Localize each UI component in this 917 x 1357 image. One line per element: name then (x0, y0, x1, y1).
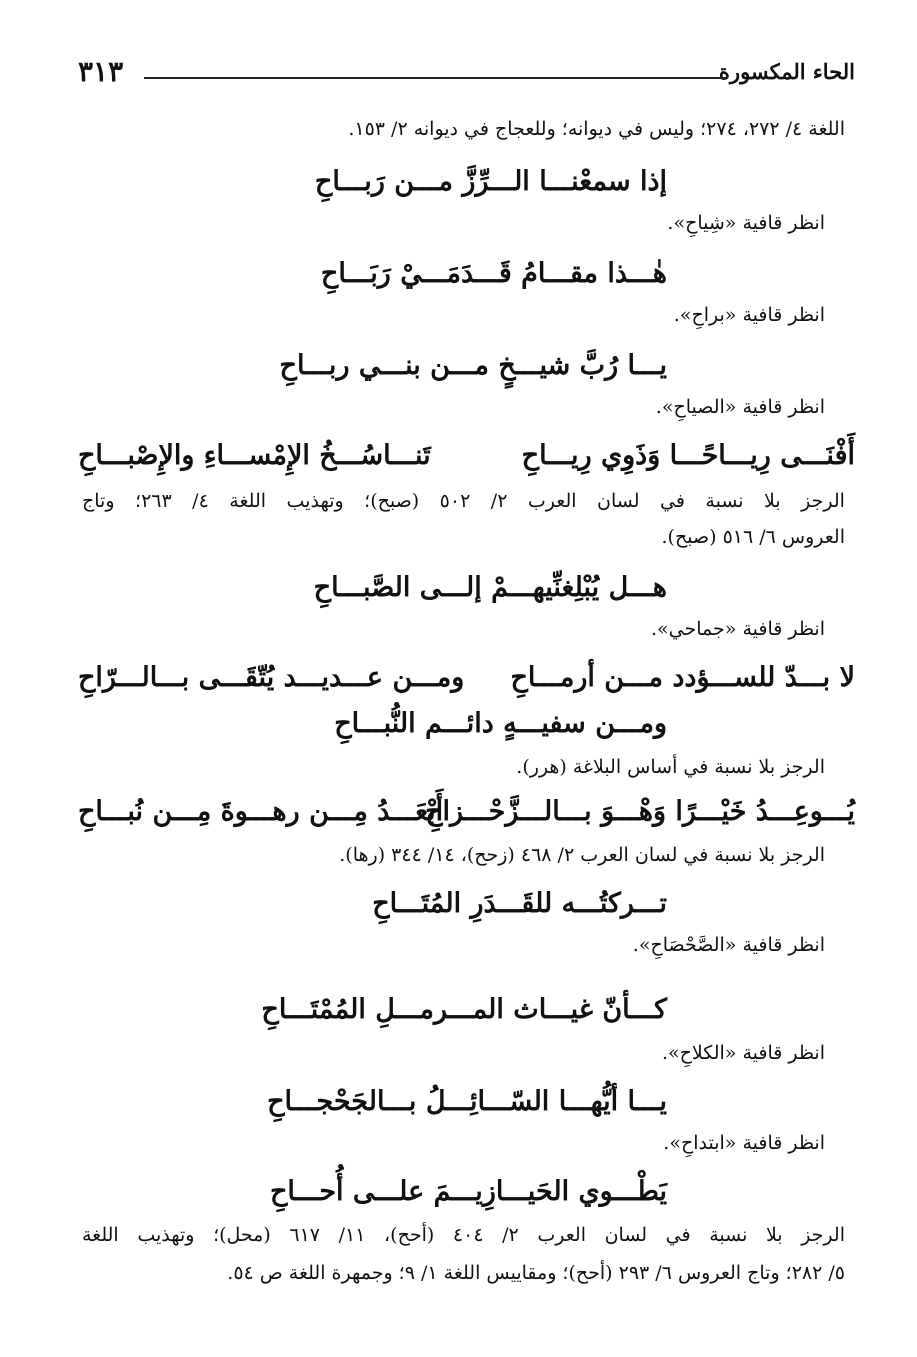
source-note-8: الرجز بلا نسبة في لسان العرب ٢/ ٤٦٨ (زحح)، ١٤/ ٣٤٤ (رها). (339, 844, 825, 866)
source-note-12-line-1: الرجز بلا نسبة في لسان العرب ٢/ ٤٠٤ (أحح)، ١١/ ٦١٧ (محل)؛ وتهذيب اللغة (82, 1224, 845, 1246)
verse-5: هـــل يُبْلِغنِّيهـــمْ إلـــى الصَّبـــاحِ (313, 572, 667, 603)
verse-8 (78, 796, 855, 836)
verse-9: تـــركتُـــه للقَـــدَرِ المُتَـــاحِ (372, 888, 667, 919)
verse-6 (78, 662, 855, 702)
cross-reference-2: انظر قافية «براحِ». (673, 304, 825, 326)
source-note-continuation: اللغة ٤/ ٢٧٢، ٢٧٤؛ وليس في ديوانه؛ وللعجاج في ديوانه ٢/ ١٥٣. (348, 118, 845, 140)
verse-1: إذا سمعْنـــا الـــرِّزَّ مـــن رَبـــاحِ (314, 166, 667, 197)
cross-reference-1: انظر قافية «شِياحِ». (667, 212, 825, 234)
verse-2: هٰـــذا مقـــامُ قَـــدَمَـــيْ رَبَـــاحِ (320, 258, 667, 289)
verse-11: يـــا أيُّهـــا السّـــائِـــلُ بـــالجَحْجـــاحِ (267, 1086, 667, 1117)
verse-6-second-hemistich: ومـــن عـــديـــد يُتّقَـــى بـــالـــرّاحِ (78, 662, 465, 693)
source-note-12-line-2: ٥/ ٢٨٢؛ وتاج العروس ٦/ ٢٩٣ (أحح)؛ ومقاييس اللغة ١/ ٩؛ وجمهرة اللغة ص ٥٤. (227, 1262, 845, 1284)
page-header (78, 55, 855, 89)
verse-6-first-hemistich: لا بـــدّ للســـؤدد مـــن أرمـــاحِ (510, 662, 855, 693)
page-number: ٣١٣ (78, 55, 124, 88)
source-note-7: الرجز بلا نسبة في أساس البلاغة (هرر). (516, 756, 825, 778)
verse-4-second-hemistich: تَنـــاسُـــخُ الإِمْســـاءِ والإِصْبـــاحِ (78, 440, 431, 471)
cross-reference-11: انظر قافية «ابتداحِ». (663, 1132, 825, 1154)
source-note-4-line-2: العروس ٦/ ٥١٦ (صبح). (661, 526, 845, 548)
verse-4-first-hemistich: أَفْنَـــى رِيـــاحًـــا وَذَوِي رِيـــاحِ (521, 440, 855, 471)
cross-reference-9: انظر قافية «الصَّحْصَاحِ». (632, 934, 825, 956)
verse-10: كـــأنّ غيـــاث المـــرمـــلِ المُمْتَـــاحِ (261, 994, 667, 1025)
verse-12: يَطْـــوي الحَيـــازِيـــمَ علـــى أُحـــاحِ (269, 1176, 667, 1207)
cross-reference-5: انظر قافية «جماحي». (651, 618, 825, 640)
verse-8-second-hemistich: أَبْعَـــدُ مِـــن رهـــوةَ مِـــن نُبـــاحِ (78, 796, 444, 827)
verse-4 (78, 440, 855, 480)
header-rule (144, 77, 725, 79)
cross-reference-3: انظر قافية «الصياحِ». (655, 396, 825, 418)
verse-7: ومـــن سفيـــهٍ دائـــم النُّبـــاحِ (334, 708, 667, 739)
verse-3: يـــا رُبَّ شيـــخٍ مـــن بنـــي ربـــاحِ (279, 350, 667, 381)
source-note-4-line-1: الرجز بلا نسبة في لسان العرب ٢/ ٥٠٢ (صبح)؛ وتهذيب اللغة ٤/ ٢٦٣؛ وتاج (82, 490, 845, 512)
verse-8-first-hemistich: يُـــوعِـــدُ خَيْـــرًا وَهْـــوَ بـــالـــزَّحْـــزاحِ (425, 796, 855, 827)
running-title: الحاء المكسورة (718, 59, 855, 84)
cross-reference-10: انظر قافية «الكلاحِ». (661, 1042, 825, 1064)
